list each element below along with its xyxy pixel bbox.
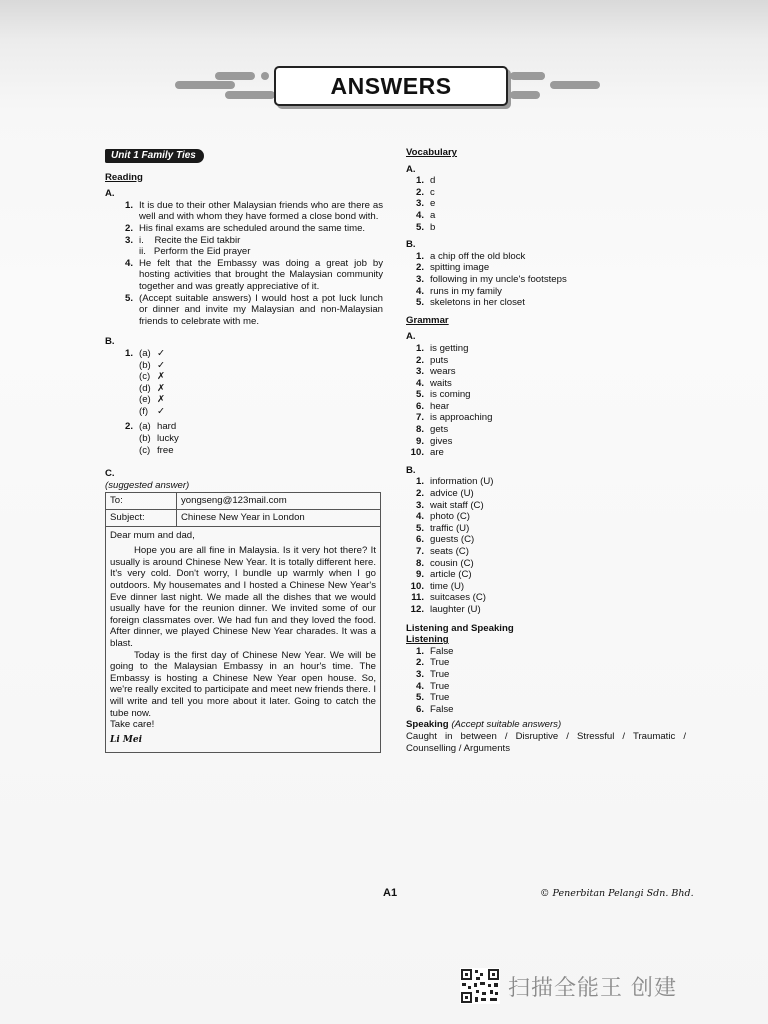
list-item: 9. article (C) bbox=[415, 569, 472, 581]
list-item: 1. d bbox=[415, 175, 436, 187]
list-item: 1. is getting bbox=[415, 342, 469, 354]
list-item: 8. gets bbox=[415, 424, 449, 436]
option-row: (a) hard bbox=[139, 421, 177, 433]
listening-speaking-heading: Listening and Speaking bbox=[406, 622, 514, 634]
page-number: A1 bbox=[383, 887, 398, 899]
speaking-note: (Accept suitable answers) bbox=[451, 719, 562, 731]
reading-a-item: 3. i. Recite the Eid takbir bbox=[124, 234, 241, 246]
list-item: 9. gives bbox=[415, 435, 453, 447]
copyright-notice: © Penerbitan Pelangi Sdn. Bhd. bbox=[540, 888, 694, 899]
email-subject-value: Chinese New Year in London bbox=[177, 510, 381, 527]
email-closing: Take care! bbox=[110, 719, 155, 731]
list-item: 5. True bbox=[415, 692, 450, 704]
list-item: 4. waits bbox=[415, 377, 452, 389]
option-row: (f) ✓ bbox=[139, 405, 166, 417]
list-item: 3. wears bbox=[415, 366, 456, 378]
email-to-label: To: bbox=[106, 493, 177, 509]
list-item: 10. are bbox=[410, 447, 444, 459]
reading-section-a-label: A. bbox=[105, 188, 115, 200]
list-item: 11. suitcases (C) bbox=[411, 592, 486, 604]
vocabulary-section-a-label: A. bbox=[406, 163, 416, 175]
list-item: 2. puts bbox=[415, 354, 449, 366]
speaking-label: Speaking bbox=[406, 719, 449, 731]
banner-decor-dot-right bbox=[537, 72, 545, 80]
list-item: 10. time (U) bbox=[410, 580, 465, 592]
check-mark-icon: ✓ bbox=[157, 347, 166, 359]
reading-a-item: 2. His final exams are scheduled around the same time. bbox=[124, 222, 366, 234]
list-item: 1. a chip off the old block bbox=[415, 250, 526, 262]
banner-decor-bar-right-bottom bbox=[510, 91, 540, 99]
reading-a-item: ii. Perform the Eid prayer bbox=[139, 246, 251, 258]
list-item: 4. True bbox=[415, 680, 450, 692]
list-item: 6. guests (C) bbox=[415, 534, 475, 546]
qr-code-icon bbox=[460, 968, 500, 1004]
option-row: (c) free bbox=[139, 444, 174, 456]
list-item: 7. seats (C) bbox=[415, 546, 469, 557]
list-item: 3. True bbox=[415, 668, 450, 680]
listening-heading: Listening bbox=[406, 634, 449, 646]
email-subject-label: Subject: bbox=[106, 510, 177, 527]
vocabulary-section-b-label: B. bbox=[406, 239, 416, 251]
email-paragraph: Today is the first day of Chinese New Year. We will be going to the Malaysian Embassy in an hour's time. The Embassy is hosting a Chinese New Year open house. So, we're really excited to participate and meet new friends there. I will write and tell you more about it later. Going to catch the tube now. bbox=[110, 649, 376, 719]
list-item: 5. is coming bbox=[415, 389, 471, 401]
list-item: 2. True bbox=[415, 657, 450, 669]
list-item: 1. False bbox=[415, 645, 454, 657]
list-item: 2. c bbox=[415, 186, 435, 198]
email-answer-box bbox=[105, 492, 381, 753]
list-item: 2. advice (U) bbox=[415, 488, 474, 500]
email-header-table bbox=[106, 493, 380, 526]
cross-mark-icon: ✗ bbox=[157, 371, 166, 383]
option-row: (b) lucky bbox=[139, 433, 179, 445]
scanner-watermark bbox=[460, 968, 677, 1004]
speaking-answer bbox=[406, 719, 686, 754]
cross-mark-icon: ✗ bbox=[157, 382, 166, 394]
option-row: (c) ✗ bbox=[139, 371, 166, 383]
list-item: 1. information (U) bbox=[415, 476, 494, 488]
reading-b-q1: 1. (a) ✓ (b) ✓ (c) ✗ (d) ✗ (e) ✗ (f) ✓ bbox=[105, 348, 383, 418]
reading-section-c-label: C. bbox=[105, 468, 115, 480]
grammar-heading: Grammar bbox=[406, 314, 449, 326]
list-item: 6. False bbox=[415, 703, 454, 715]
check-mark-icon: ✓ bbox=[157, 359, 166, 371]
banner-decor-bar-left-bottom bbox=[225, 91, 275, 99]
grammar-section-a-label: A. bbox=[406, 331, 416, 343]
reading-heading: Reading bbox=[105, 171, 143, 183]
list-item: 5. b bbox=[415, 221, 436, 233]
email-signature: Li Mei bbox=[110, 734, 142, 745]
list-item: 4. runs in my family bbox=[415, 285, 502, 297]
list-item: 6. hear bbox=[415, 400, 450, 412]
reading-a-item: 5. (Accept suitable answers) I would host a pot luck lunch or dinner and invite my Malaysian and non-Malaysian friends to celebrate with me. bbox=[124, 292, 383, 327]
email-greeting: Dear mum and dad, bbox=[110, 529, 195, 541]
watermark-text: 扫描全能王 创建 bbox=[508, 975, 677, 1001]
list-item: 3. e bbox=[415, 198, 436, 210]
option-row: (d) ✗ bbox=[139, 382, 166, 394]
email-to-value: yongseng@123mail.com bbox=[177, 493, 381, 509]
list-item: 12. laughter (U) bbox=[410, 603, 481, 615]
right-column bbox=[406, 147, 686, 754]
suggested-answer-note: (suggested answer) bbox=[105, 479, 190, 491]
list-item: 3. wait staff (C) bbox=[415, 499, 484, 511]
list-item: 3. following in my uncle's footsteps bbox=[415, 273, 567, 285]
list-item: 7. is approaching bbox=[415, 412, 493, 424]
banner-decor-dot-left bbox=[261, 72, 269, 80]
grammar-section-b-label: B. bbox=[406, 464, 416, 476]
list-item: 8. cousin (C) bbox=[415, 557, 474, 569]
reading-b-q2: 2. (a) hard (b) lucky (c) free bbox=[105, 421, 383, 456]
email-paragraph: Hope you are all fine in Malaysia. Is it very hot there? It usually is around Chinese New Year. It is totally different here. It's very cold. Don't worry, I bundle up warmly when I go outdoors. My housemates and I hosted a Chinese New Year's Eve dinner last night. We made all the dishes that we would usually have for the reunion dinner. We invited some of our foreign classmates over. We had fun and they loved the food. After dinner, we played Chinese New Year charades. It was a blast. bbox=[110, 545, 376, 649]
option-row: (a) ✓ bbox=[139, 347, 166, 359]
list-item: 4. a bbox=[415, 209, 436, 221]
email-body bbox=[106, 527, 380, 753]
unit-title-badge: Unit 1 Family Ties bbox=[105, 149, 204, 163]
list-item: 5. traffic (U) bbox=[415, 522, 470, 534]
banner-decor-bar-left bbox=[175, 81, 235, 89]
vocabulary-heading: Vocabulary bbox=[406, 147, 458, 158]
cross-mark-icon: ✗ bbox=[157, 394, 166, 406]
banner-decor-bar-right bbox=[550, 81, 600, 89]
option-row: (b) ✓ bbox=[139, 359, 166, 371]
option-row: (e) ✗ bbox=[139, 394, 166, 406]
page-title: ANSWERS bbox=[330, 72, 452, 99]
reading-section-b-label: B. bbox=[105, 336, 115, 348]
answers-banner bbox=[175, 64, 600, 106]
list-item: 2. spitting image bbox=[415, 262, 490, 274]
speaking-text: Caught in between / Disruptive / Stressful / Traumatic / Counselling / Arguments bbox=[406, 730, 686, 754]
list-item: 5. skeletons in her closet bbox=[415, 297, 525, 309]
check-mark-icon: ✓ bbox=[157, 405, 166, 417]
reading-a-item: 4. He felt that the Embassy was doing a great job by hosting activities that brought the Malaysian community together and was greatly appreciative of it. bbox=[124, 257, 383, 292]
list-item: 4. photo (C) bbox=[415, 511, 470, 523]
reading-a-item: 1. It is due to their other Malaysian friends who are there as well and with whom they have formed a close bond with. bbox=[124, 199, 383, 223]
page-title-box bbox=[274, 66, 508, 106]
banner-decor-bar-left-top bbox=[215, 72, 255, 80]
left-column bbox=[105, 149, 383, 753]
